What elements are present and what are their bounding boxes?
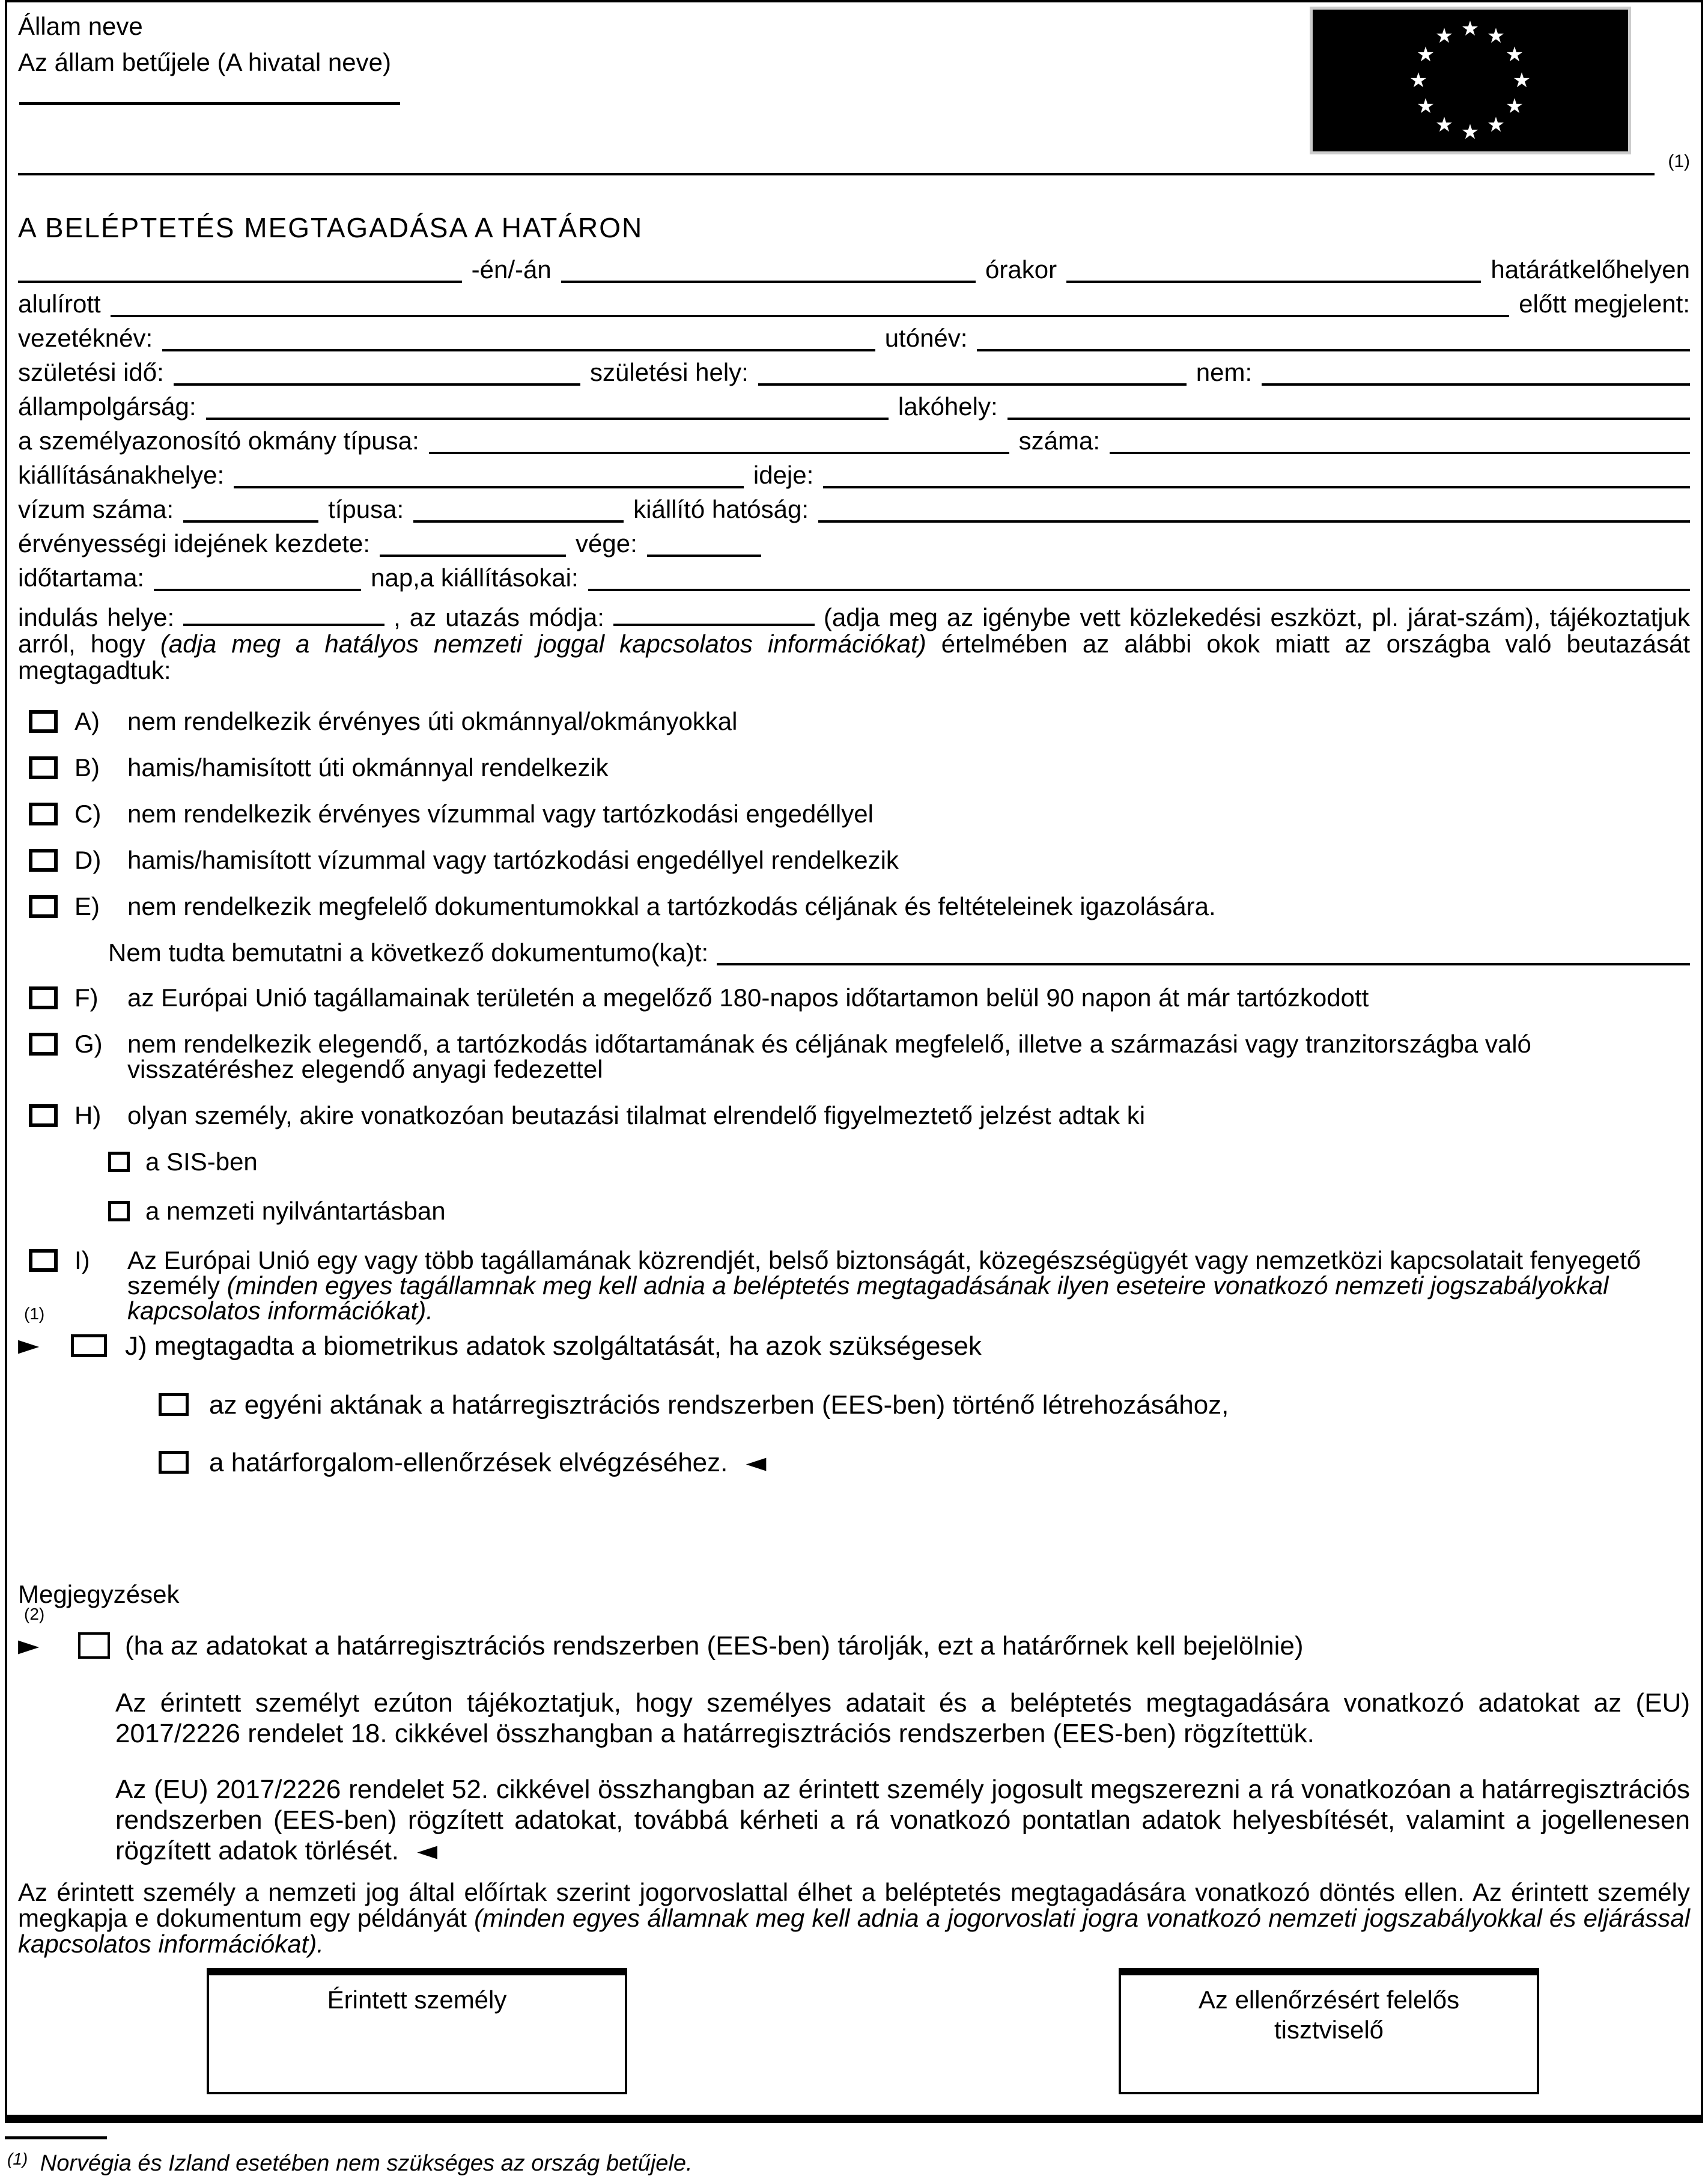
- h-sub-item-sis: [108, 1149, 1690, 1175]
- reason-letter: F): [74, 983, 99, 1012]
- field-label: kiállító hatóság:: [633, 495, 809, 523]
- remarks-heading: Megjegyzések: [18, 1580, 180, 1608]
- page-title: A BELÉPTETÉS MEGTAGADÁSA A HATÁRON: [18, 212, 643, 243]
- reason-text: olyan személy, akire vonatkozóan beutazási tilalmat elrendelő figyelmeztető jelzést adtak ki: [127, 1101, 1146, 1129]
- reason-letter: E): [74, 892, 100, 920]
- intro-paragraph: [18, 604, 1690, 684]
- reason-d-checkbox[interactable]: [29, 849, 58, 872]
- j-sub-item-border-checks: [18, 1447, 1690, 1479]
- reason-c-checkbox[interactable]: [29, 803, 58, 825]
- signature-box-officer[interactable]: [1119, 1968, 1539, 2094]
- reason-h-checkbox[interactable]: [29, 1104, 58, 1127]
- visa-number-blank[interactable]: [183, 499, 318, 523]
- national-register-checkbox[interactable]: [108, 1201, 130, 1221]
- field-label: lakóhely:: [898, 392, 998, 421]
- reason-item-h: [18, 1103, 1690, 1128]
- nationality-blank[interactable]: [206, 396, 889, 420]
- reason-g-checkbox[interactable]: [29, 1033, 58, 1056]
- reason-item-g: [18, 1032, 1690, 1082]
- field-row-nationality: [18, 386, 1690, 420]
- insertion-ref-1: (1): [24, 1304, 45, 1323]
- reason-text: hamis/hamisított vízummal vagy tartózkodási engedéllyel rendelkezik: [127, 846, 899, 874]
- state-name-label: Állam neve: [18, 12, 143, 40]
- reason-text: az Európai Unió tagállamainak területén a megelőző 180-napos időtartamon belül 90 napon át már tartózkodott: [127, 983, 1369, 1012]
- field-label: vezetéknév:: [18, 324, 153, 352]
- eu-star-icon: ★: [1505, 94, 1524, 118]
- reason-j-checkbox[interactable]: [71, 1334, 107, 1357]
- intro-text: indulás helye:: [18, 603, 175, 631]
- field-label: időtartama:: [18, 564, 145, 592]
- eu-star-icon: ★: [1505, 43, 1524, 67]
- reason-e-documents-row: [108, 940, 1690, 965]
- reason-item-c: [18, 801, 1690, 827]
- eu-star-icon: ★: [1486, 24, 1506, 48]
- remarks-paragraph-2: [115, 1774, 1690, 1866]
- insertion-end-icon: ◄: [746, 1447, 767, 1478]
- issuers-blank[interactable]: [588, 567, 1690, 591]
- sis-label: a SIS-ben: [145, 1147, 258, 1176]
- field-row-undersigned: [18, 283, 1690, 317]
- reason-e-documents-blank[interactable]: [717, 941, 1690, 965]
- signature-box-person[interactable]: [207, 1968, 627, 2094]
- field-label: vízum száma:: [18, 495, 174, 523]
- j-sub-text: az egyéni aktának a határregisztrációs rendszerben (EES-ben) történő létrehozásához,: [209, 1390, 1229, 1420]
- eu-star-icon: ★: [1512, 68, 1531, 93]
- firstname-blank[interactable]: [977, 327, 1690, 351]
- reason-letter: D): [74, 846, 102, 874]
- field-row-birth: [18, 351, 1690, 386]
- eu-star-icon: ★: [1416, 43, 1435, 67]
- reason-letter: A): [74, 707, 100, 735]
- remarks-paragraph-1: Az érintett személyt ezúton tájékoztatjuk, hogy személyes adatait és a beléptetés megtagadására vonatkozó adatokat az (EU) 2017/2226 rendelet 18. cikkével összhangban a határregisztrációs rendszerben (EES-ben) rögzítettük.: [115, 1688, 1690, 1748]
- field-label: nap,a kiállításokai:: [371, 564, 579, 592]
- reason-f-checkbox[interactable]: [29, 986, 58, 1009]
- field-label: ideje:: [753, 461, 814, 489]
- travel-mode-blank[interactable]: [613, 607, 815, 626]
- national-register-label: a nemzeti nyilvántartásban: [145, 1197, 446, 1225]
- footnote-rule: [5, 2136, 107, 2139]
- reason-e-documents-label: Nem tudta bemutatni a következő dokumentumo(ka)t:: [108, 938, 709, 967]
- reason-text: hamis/hamisított úti okmánnyal rendelkezik: [127, 753, 609, 782]
- validity-end-blank[interactable]: [647, 533, 761, 557]
- j-sub-item-ees-file: [18, 1390, 1690, 1421]
- field-label: vége:: [576, 529, 637, 558]
- insertion-start-icon: ►: [18, 1629, 40, 1661]
- state-code-blank[interactable]: [19, 102, 400, 105]
- field-row-name: [18, 317, 1690, 351]
- field-label: születési hely:: [590, 358, 749, 386]
- reason-i-text: Az Európai Unió egy vagy több tagállamának közrendjét, belső biztonságát, közegészségügyét vagy nemzetközi kapcsolatait fenyegető személy: [127, 1246, 1641, 1299]
- insertion-ref-2: (2): [24, 1605, 45, 1623]
- reason-text: [127, 1248, 1690, 1324]
- sex-blank[interactable]: [1262, 362, 1690, 386]
- time-blank[interactable]: [561, 259, 976, 283]
- footnote-text: Norvégia és Izland esetében nem szükséges az ország betűjele.: [40, 2151, 693, 2176]
- remarks-paragraph-2-text: Az (EU) 2017/2226 rendelet 52. cikkével összhangban az érintett személy jogosult megszerezni a rá vonatkozóan a határregisztrációs rendszerben (EES-ben) rögzített adatokat, továbbá kérheti a rá vonatkozó pontatlan adatok helyesbítését, valamint a jogellenesen rögzített adatok törlését.: [115, 1775, 1690, 1865]
- reason-letter: C): [74, 800, 102, 828]
- signature-box-person-label: Érintett személy: [327, 1986, 507, 2014]
- reason-b-checkbox[interactable]: [29, 756, 58, 779]
- insertion-start-icon: ►: [18, 1328, 40, 1361]
- eu-flag: [1313, 10, 1628, 151]
- j-section: [18, 1304, 1690, 1479]
- birthplace-blank[interactable]: [758, 362, 1187, 386]
- ees-stored-checkbox[interactable]: [78, 1632, 110, 1659]
- header-rule: [18, 151, 1655, 175]
- id-number-blank[interactable]: [1110, 430, 1690, 454]
- visa-type-blank[interactable]: [413, 499, 624, 523]
- undersigned-blank[interactable]: [111, 293, 1509, 317]
- footnote-ref-1: (1): [1668, 151, 1690, 171]
- reason-letter: I): [74, 1246, 90, 1274]
- field-row-id-document: [18, 420, 1690, 454]
- form-fields: [18, 249, 1690, 591]
- legal-text-italic: (minden egyes államnak meg kell adnia a jogorvoslati jogra vonatkozó nemzeti jogszabályokkal és eljárással kapcsolatos információkat).: [18, 1904, 1690, 1958]
- remarks-checkbox-row: [18, 1605, 1690, 1662]
- signature-box-officer-label: Az ellenőrzésért felelős: [1198, 1986, 1460, 2014]
- field-label: állampolgárság:: [18, 392, 196, 421]
- reason-item-e: [18, 894, 1690, 919]
- field-label: nem:: [1196, 358, 1253, 386]
- reason-item-i: [18, 1248, 1690, 1324]
- j-item-text: J) megtagadta a biometrikus adatok szolgáltatását, ha azok szükségesek: [125, 1331, 982, 1361]
- state-code-label: Az állam betűjele (A hivatal neve): [18, 48, 391, 76]
- eu-star-icon: ★: [1460, 17, 1480, 41]
- field-label: kiállításánakhelye:: [18, 461, 225, 489]
- signature-box-officer-label: tisztviselő: [1274, 2016, 1384, 2044]
- reason-letter: H): [74, 1101, 102, 1129]
- field-label: előtt megjelent:: [1519, 290, 1690, 318]
- intro-text-italic: (adja meg a hatályos nemzeti joggal kapcsolatos információkat): [160, 630, 926, 658]
- remarks-checkbox-label: (ha az adatokat a határregisztrációs rendszerben (EES-ben) tárolják, ezt a határőrnek kell bejelölnie): [125, 1631, 1304, 1661]
- reason-i-text-italic: (minden egyes tagállamnak meg kell adnia a beléptetés megtagadásának ilyen eseteire vonatkozó nemzeti jogszabályokkal kapcsolatos információkat).: [127, 1271, 1609, 1325]
- field-label: határátkelőhelyen: [1491, 255, 1690, 284]
- reason-text: nem rendelkezik érvényes vízummal vagy tartózkodási engedéllyel: [127, 800, 874, 828]
- footnote-ref: (1): [7, 2150, 28, 2168]
- departure-place-blank[interactable]: [183, 607, 384, 626]
- issuing-authority-blank[interactable]: [818, 499, 1690, 523]
- issue-date-blank[interactable]: [823, 464, 1690, 488]
- field-label: utónév:: [884, 324, 968, 352]
- crossing-point-blank[interactable]: [1066, 259, 1481, 283]
- reason-letter: G): [74, 1030, 103, 1058]
- insertion-end-icon: ◄: [417, 1835, 438, 1866]
- h-sub-item-national-register: [108, 1199, 1690, 1224]
- eu-star-icon: ★: [1435, 113, 1454, 137]
- reason-item-b: [18, 755, 1690, 780]
- legal-remedies-paragraph: [18, 1879, 1690, 1957]
- field-label: a személyazonosító okmány típusa:: [18, 427, 419, 455]
- validity-start-blank[interactable]: [380, 533, 566, 557]
- field-row-visa: [18, 488, 1690, 523]
- border-checks-checkbox[interactable]: [159, 1451, 189, 1474]
- reason-text: nem rendelkezik elegendő, a tartózkodás időtartamának és céljának megfelelő, illetve a származási vagy tranzitországba való visszatéréshez elegendő anyagi fedezettel: [127, 1030, 1531, 1083]
- reason-item-a: [18, 709, 1690, 734]
- field-row-issue: [18, 454, 1690, 488]
- field-label: születési idő:: [18, 358, 164, 386]
- intro-text: értelmében az alábbi okok miatt az országba való beutazását megtagadtuk:: [18, 630, 1691, 684]
- reason-text: nem rendelkezik érvényes úti okmánnyal/okmányokkal: [127, 707, 738, 735]
- eu-star-icon: ★: [1460, 120, 1480, 144]
- eu-star-icon: ★: [1409, 68, 1428, 93]
- duration-blank[interactable]: [154, 567, 361, 591]
- reason-item-f: [18, 985, 1690, 1011]
- field-label: órakor: [985, 255, 1057, 284]
- reason-i-checkbox[interactable]: [29, 1249, 58, 1272]
- j-sub-text: a határforgalom-ellenőrzések elvégzéséhez.: [209, 1448, 728, 1477]
- surname-blank[interactable]: [162, 327, 875, 351]
- residence-blank[interactable]: [1007, 396, 1690, 420]
- reason-text: nem rendelkezik megfelelő dokumentumokkal a tartózkodás céljának és feltételeinek igazolására.: [127, 892, 1216, 920]
- date-blank[interactable]: [18, 259, 462, 283]
- reason-item-d: [18, 848, 1690, 873]
- legal-text: Az érintett személy a nemzeti jog által előírtak szerint jogorvoslattal élhet a beléptetés megtagadására vonatkozó döntés ellen. Az érintett személy megkapja e dokumentum egy példányát: [18, 1878, 1690, 1932]
- eu-star-icon: ★: [1486, 113, 1506, 137]
- reason-e-checkbox[interactable]: [29, 895, 58, 918]
- intro-text: (adja meg az igénybe vett közlekedési eszközt, pl. járat-szám), tájékoztatjuk arról, hogy: [18, 603, 1690, 658]
- footnote: [7, 2151, 693, 2176]
- id-type-blank[interactable]: [429, 430, 1009, 454]
- issue-place-blank[interactable]: [234, 464, 744, 488]
- field-row-duration: [18, 557, 1690, 591]
- reason-a-checkbox[interactable]: [29, 710, 58, 733]
- intro-text: , az utazás módja:: [394, 603, 604, 631]
- refusal-reasons-list: [18, 709, 1690, 1324]
- ees-file-checkbox[interactable]: [159, 1393, 189, 1416]
- field-row-date-place: [18, 249, 1690, 283]
- eu-star-icon: ★: [1416, 94, 1435, 118]
- field-label: -én/-án: [471, 255, 552, 284]
- birthdate-blank[interactable]: [174, 362, 580, 386]
- field-label: típusa:: [328, 495, 404, 523]
- header-rule-row: [18, 151, 1690, 175]
- j-item-row: [18, 1304, 1690, 1362]
- field-row-validity: [18, 523, 1690, 557]
- sis-checkbox[interactable]: [108, 1152, 130, 1172]
- field-label: érvényességi idejének kezdete:: [18, 529, 371, 558]
- field-label: száma:: [1018, 427, 1101, 455]
- eu-star-icon: ★: [1435, 24, 1454, 48]
- field-label: alulírott: [18, 290, 101, 318]
- reason-letter: B): [74, 753, 100, 782]
- remarks-section: [18, 1605, 1690, 1866]
